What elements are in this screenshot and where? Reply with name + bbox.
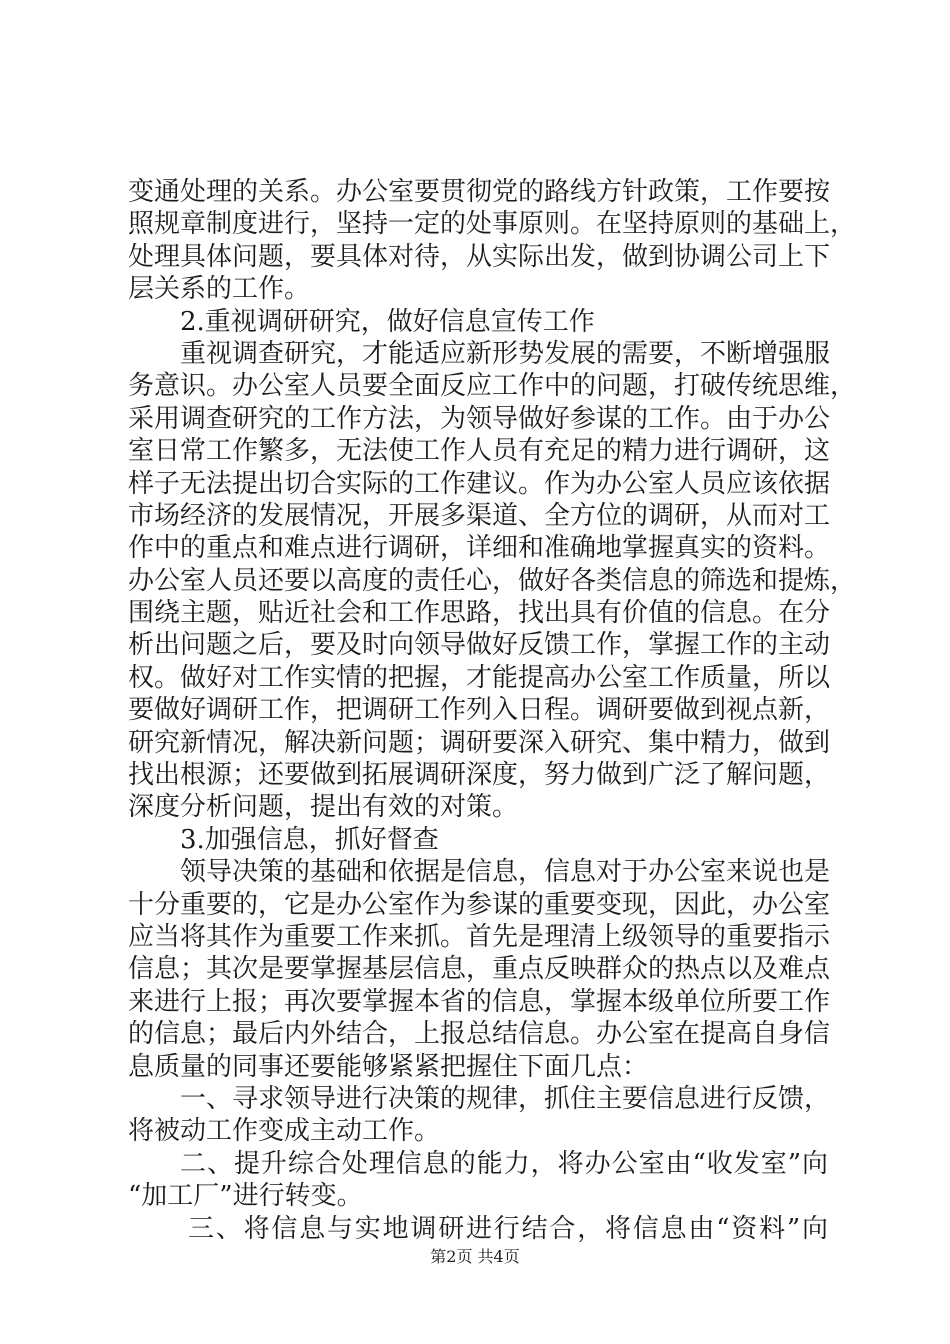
body-line: 深度分析问题，提出有效的对策。 xyxy=(128,792,519,823)
body-line: 务意识。办公室人员要全面反应工作中的问题，打破传统思维， xyxy=(128,371,857,402)
body-line: 层关系的工作。 xyxy=(128,274,311,305)
body-line: 变通处理的关系。办公室要贯彻党的路线方针政策，工作要按 xyxy=(128,177,831,207)
body-line: 将被动工作变成主动工作。 xyxy=(128,1116,441,1147)
paragraph-first-line: 领导决策的基础和依据是信息，信息对于办公室来说也是 xyxy=(180,857,831,888)
body-line: 来进行上报；再次要掌握本省的信息，掌握本级单位所要工作 xyxy=(128,986,831,1017)
paragraph-first-line: 一、寻求领导进行决策的规律，抓住主要信息进行反馈， xyxy=(180,1083,831,1114)
body-line: 权。做好对工作实情的把握，才能提高办公室工作质量，所以 xyxy=(128,662,831,693)
body-line: 的信息；最后内外结合，上报总结信息。办公室在提高自身信 xyxy=(128,1019,831,1050)
body-line: 办公室人员还要以高度的责任心，做好各类信息的筛选和提炼， xyxy=(128,565,857,596)
document-body xyxy=(128,176,857,1245)
body-line: 研究新情况，解决新问题；调研要深入研究、集中精力，做到 xyxy=(128,727,831,758)
body-line: 找出根源；还要做到拓展调研深度，努力做到广泛了解问题， xyxy=(128,760,831,791)
paragraph-first-line: 二、提升综合处理信息的能力，将办公室由“收发室”向 xyxy=(180,1148,828,1179)
body-line: 围绕主题，贴近社会和工作思路，找出具有价值的信息。在分 xyxy=(128,598,831,629)
paragraph-first-line: 重视调查研究，才能适应新形势发展的需要，不断增强服 xyxy=(180,338,831,369)
body-line: 息质量的同事还要能够紧紧把握住下面几点： xyxy=(128,1051,649,1082)
body-line: 析出问题之后，要及时向领导做好反馈工作，掌握工作的主动 xyxy=(128,630,831,661)
body-line: 照规章制度进行，坚持一定的处事原则。在坚持原则的基础上， xyxy=(128,209,857,240)
body-line: 信息；其次是要掌握基层信息，重点反映群众的热点以及难点 xyxy=(128,954,831,985)
body-line: 应当将其作为重要工作来抓。首先是理清上级领导的重要指示 xyxy=(128,921,831,952)
body-line: 样子无法提出切合实际的工作建议。作为办公室人员应该依据 xyxy=(128,468,831,499)
body-line: 要做好调研工作，把调研工作列入日程。调研要做到视点新， xyxy=(128,695,831,726)
body-line: 作中的重点和难点进行调研，详细和准确地掌握真实的资料。 xyxy=(128,533,831,564)
section-heading: 2.重视调研研究，做好信息宣传工作 xyxy=(180,306,595,337)
body-line: 十分重要的，它是办公室作为参谋的重要变现，因此，办公室 xyxy=(128,889,831,920)
section-heading: 3.加强信息，抓好督查 xyxy=(180,824,439,855)
body-line: 采用调查研究的工作方法，为领导做好参谋的工作。由于办公 xyxy=(128,403,831,434)
body-line: 处理具体问题，要具体对待，从实际出发，做到协调公司上下 xyxy=(128,241,831,272)
page-number-footer: 第2页 共4页 xyxy=(430,1247,520,1266)
paragraph-first-line: 三、将信息与实地调研进行结合，将信息由“资料”向 xyxy=(188,1213,828,1244)
body-line: “加工厂”进行转变。 xyxy=(128,1181,363,1212)
body-line: 市场经济的发展情况，开展多渠道、全方位的调研，从而对工 xyxy=(128,500,831,531)
body-line: 室日常工作繁多，无法使工作人员有充足的精力进行调研，这 xyxy=(128,436,831,467)
